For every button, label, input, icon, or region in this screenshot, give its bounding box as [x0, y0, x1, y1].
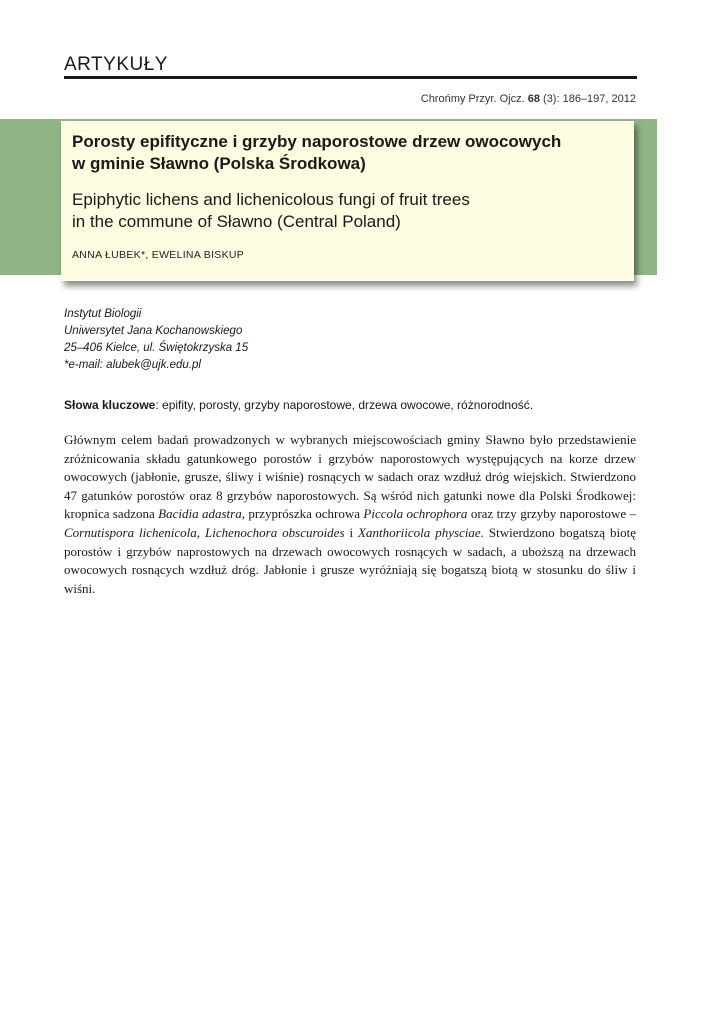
keywords-text: : epifity, porosty, grzyby naporostowe, drzewa owocowe, różnorodność. — [155, 398, 534, 412]
title-polish-line: Porosty epifityczne i grzyby naporostowe drzew owocowych — [72, 132, 562, 151]
abstract — [64, 431, 636, 598]
section-label: ARTYKUŁY — [64, 54, 168, 75]
section-divider — [64, 76, 637, 79]
citation-journal: Chrońmy Przyr. Ojcz. — [420, 93, 528, 105]
citation-issue-pages: (3): 186–197, 2012 — [539, 93, 636, 105]
keywords — [64, 398, 644, 412]
affiliation-address: 25–406 Kielce, ul. Świętokrzyska 15 — [64, 342, 249, 354]
affiliation-university: Uniwersytet Jana Kochanowskiego — [64, 325, 243, 337]
title-polish — [72, 131, 622, 175]
abstract-text: oraz trzy grzyby naporostowe – — [467, 506, 636, 522]
title-english-line: Epiphytic lichens and lichenicolous fungi of fruit trees — [72, 190, 470, 209]
journal-citation — [421, 93, 636, 105]
authors: ANNA ŁUBEK*, EWELINA BISKUP — [72, 249, 245, 261]
species-name: Cornutispora lichenicola — [64, 524, 197, 540]
species-name: Piccola ochrophora — [363, 506, 468, 522]
abstract-text: Głównym celem badań prowadzonych w wybranych miejscowościach gminy Sławno było przedstawienie zróżnicowania składu gatunkowego porostów i grzybów naporostowych występujących na korze drzew owocowych (jabłonie, grusze, śliwy i wiśnie) rosnących w sadach oraz wzdłuż dróg wiejskich. Stwierdzono 47 gatunków porostów oraz 8 grzybów naporostowych. Są wśród nich gatunki nowe dla Polski Środkowej: kropnica sadzona — [64, 432, 636, 522]
title-polish-line: w gminie Sławno (Polska Środkowa) — [72, 154, 366, 173]
abstract-text: Stwierdzono bogatszą biotę porostów i grzybów naprostowych na drzewach owocowych rosnących w sadach, a uboższą na drzewach owocowych rosnących wzdłuż dróg. Jabłonie i grusze wyróżniają się bogatszą biotą w stosunku do śliw i wiśni. — [64, 524, 636, 596]
abstract-text: , przyprószka ochrowa — [241, 506, 364, 522]
title-english — [72, 189, 622, 233]
keywords-label: Słowa kluczowe — [64, 398, 156, 412]
affiliation-email: *e-mail: alubek@ujk.edu.pl — [64, 359, 201, 371]
species-name: Bacidia adastra — [158, 506, 242, 522]
species-name: Xanthoriicola physciae. — [358, 524, 484, 540]
affiliation — [64, 306, 248, 374]
affiliation-institute: Instytut Biologii — [64, 308, 142, 320]
title-box — [61, 121, 634, 281]
citation-volume: 68 — [527, 93, 540, 105]
species-name: Lichenochora obscuroides — [205, 524, 345, 540]
abstract-text: , — [196, 524, 205, 540]
abstract-text: i — [344, 524, 359, 540]
title-english-line: in the commune of Sławno (Central Poland) — [72, 212, 401, 231]
